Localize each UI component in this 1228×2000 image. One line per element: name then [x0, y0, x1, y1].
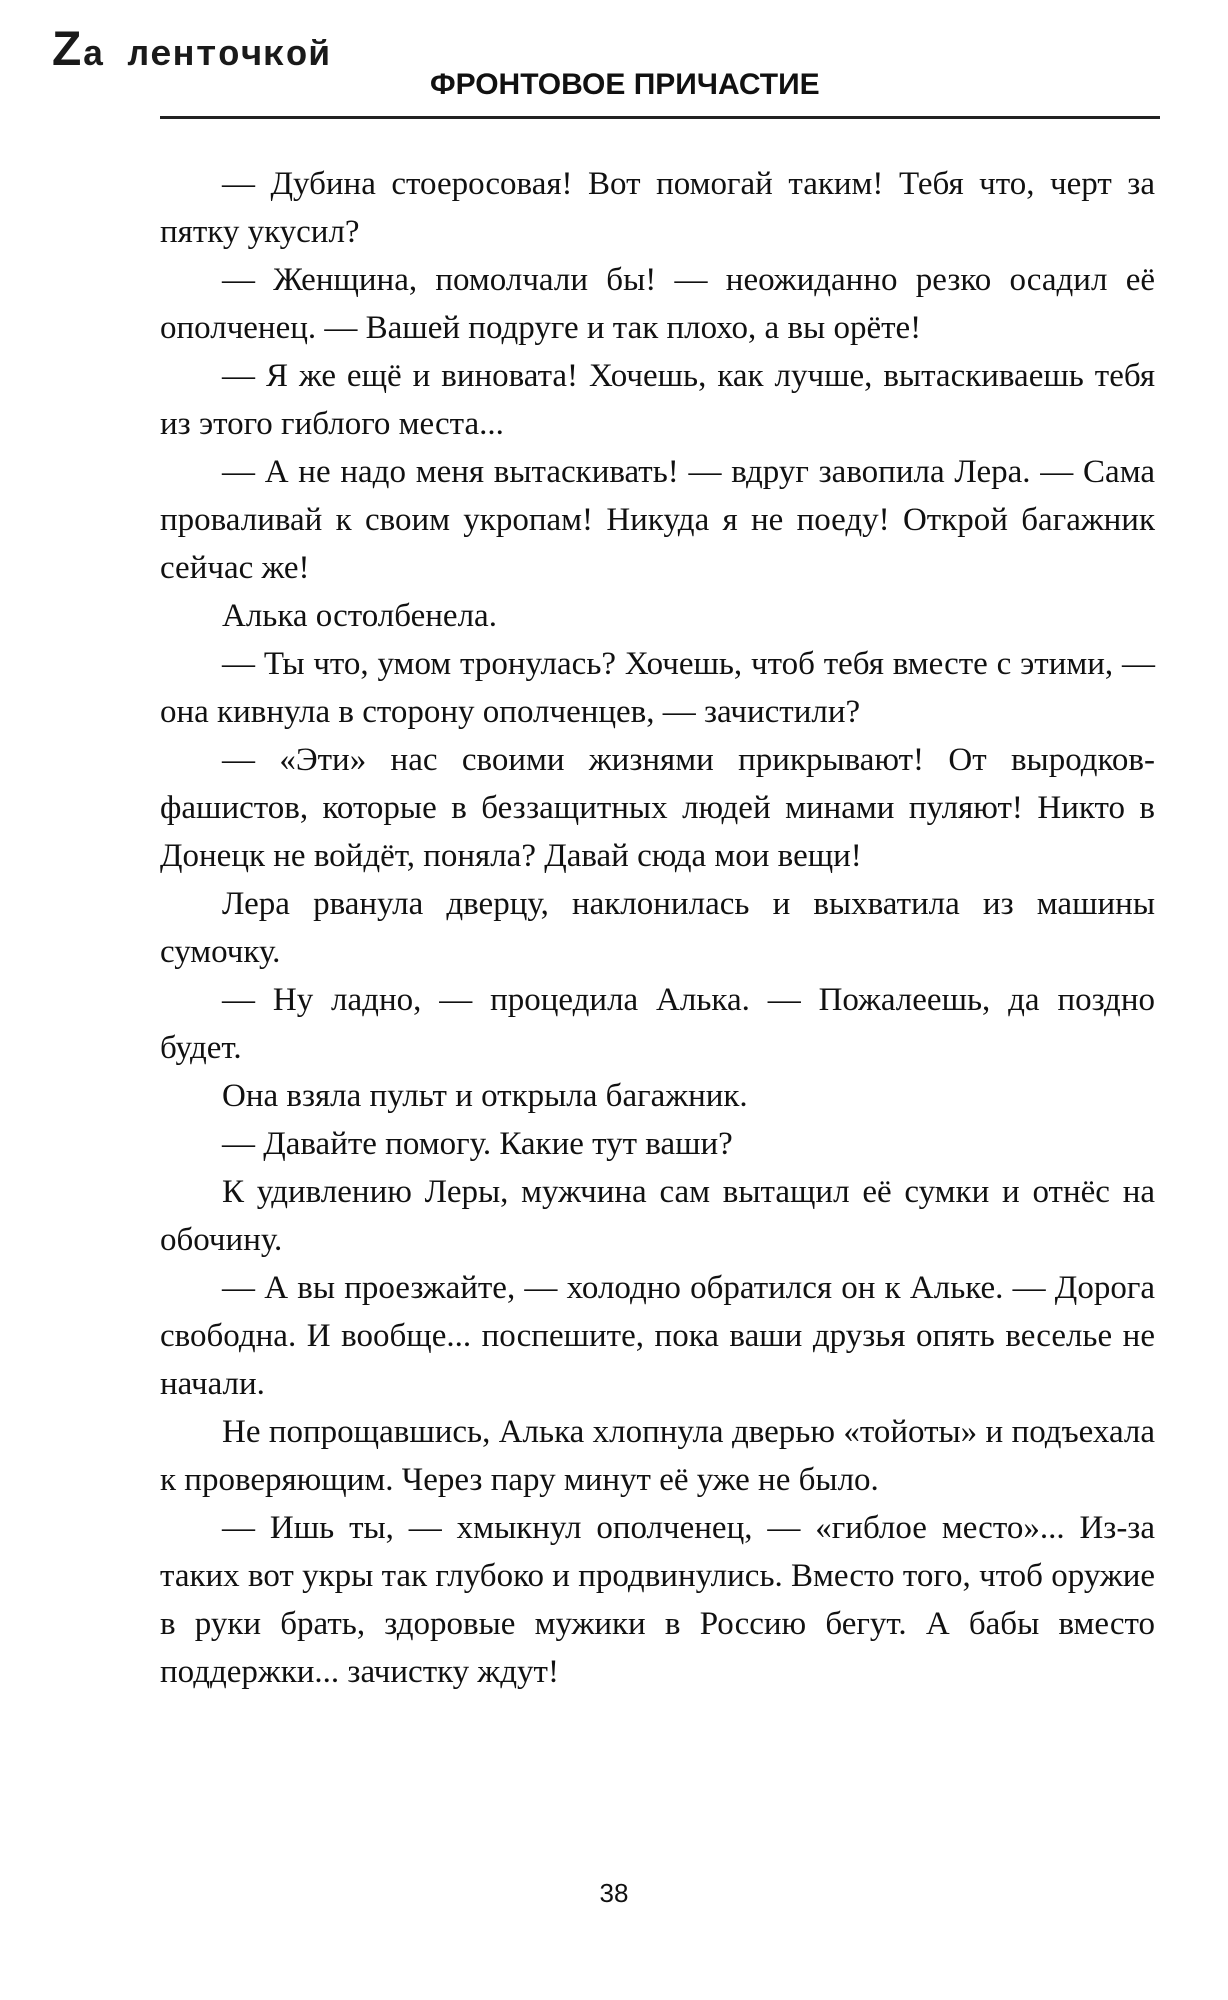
- paragraph: — Ну ладно, — процедила Алька. — Пожалеешь, да поздно будет.: [160, 982, 1155, 1066]
- paragraph: — А вы проезжайте, — холодно обратился он к Альке. — Дорога свободна. И вообще... поспешите, пока ваши друзья опять веселье не начали.: [160, 1270, 1155, 1402]
- series-title-rest: а ленточкой: [82, 35, 331, 76]
- page-number: 38: [599, 1878, 629, 1908]
- paragraph: Лера рванула дверцу, наклонилась и выхватила из машины сумочку.: [160, 886, 1155, 970]
- paragraph: — Ты что, умом тронулась? Хочешь, чтоб тебя вместе с этими, — она кивнула в сторону ополченцев, — зачистили?: [160, 646, 1155, 730]
- paragraph: — Дубина стоеросовая! Вот помогай таким! Тебя что, черт за пятку укусил?: [160, 166, 1155, 250]
- body-text: [160, 160, 1155, 1696]
- paragraph: — «Эти» нас своими жизнями прикрывают! От выродков-фашистов, которые в беззащитных людей минами пуляют! Никто в Донецк не войдёт, поняла? Давай сюда мои вещи!: [160, 742, 1155, 874]
- paragraph: — Давайте помогу. Какие тут ваши?: [222, 1126, 733, 1162]
- paragraph: — Я же ещё и виновата! Хочешь, как лучше, вытаскиваешь тебя из этого гиблого места...: [160, 358, 1155, 442]
- paragraph: Алька остолбенела.: [222, 598, 497, 634]
- section-title: ФРОНТОВОЕ ПРИЧАСТИЕ: [430, 68, 820, 101]
- paragraph: Не попрощавшись, Алька хлопнула дверью «тойоты» и подъехала к проверяющим. Через пару минут её уже не было.: [160, 1414, 1155, 1498]
- series-title: [52, 22, 331, 77]
- paragraph: Она взяла пульт и открыла багажник.: [222, 1078, 748, 1114]
- paragraph: — Ишь ты, — хмыкнул ополченец, — «гиблое место»... Из-за таких вот укры так глубоко и продвинулись. Вместо того, чтоб оружие в руки брать, здоровые мужики в Россию бегут. А бабы вместо поддержки... зачистку ждут!: [160, 1510, 1155, 1690]
- series-title-initial: Z: [52, 23, 83, 76]
- paragraph: К удивлению Леры, мужчина сам вытащил её сумки и отнёс на обочину.: [160, 1174, 1155, 1258]
- header-rule: [160, 116, 1160, 119]
- paragraph: — А не надо меня вытаскивать! — вдруг завопила Лера. — Сама проваливай к своим укропам! Никуда я не поеду! Открой багажник сейчас же!: [160, 454, 1155, 586]
- paragraph: — Женщина, помолчали бы! — неожиданно резко осадил её ополченец. — Вашей подруге и так плохо, а вы орёте!: [160, 262, 1155, 346]
